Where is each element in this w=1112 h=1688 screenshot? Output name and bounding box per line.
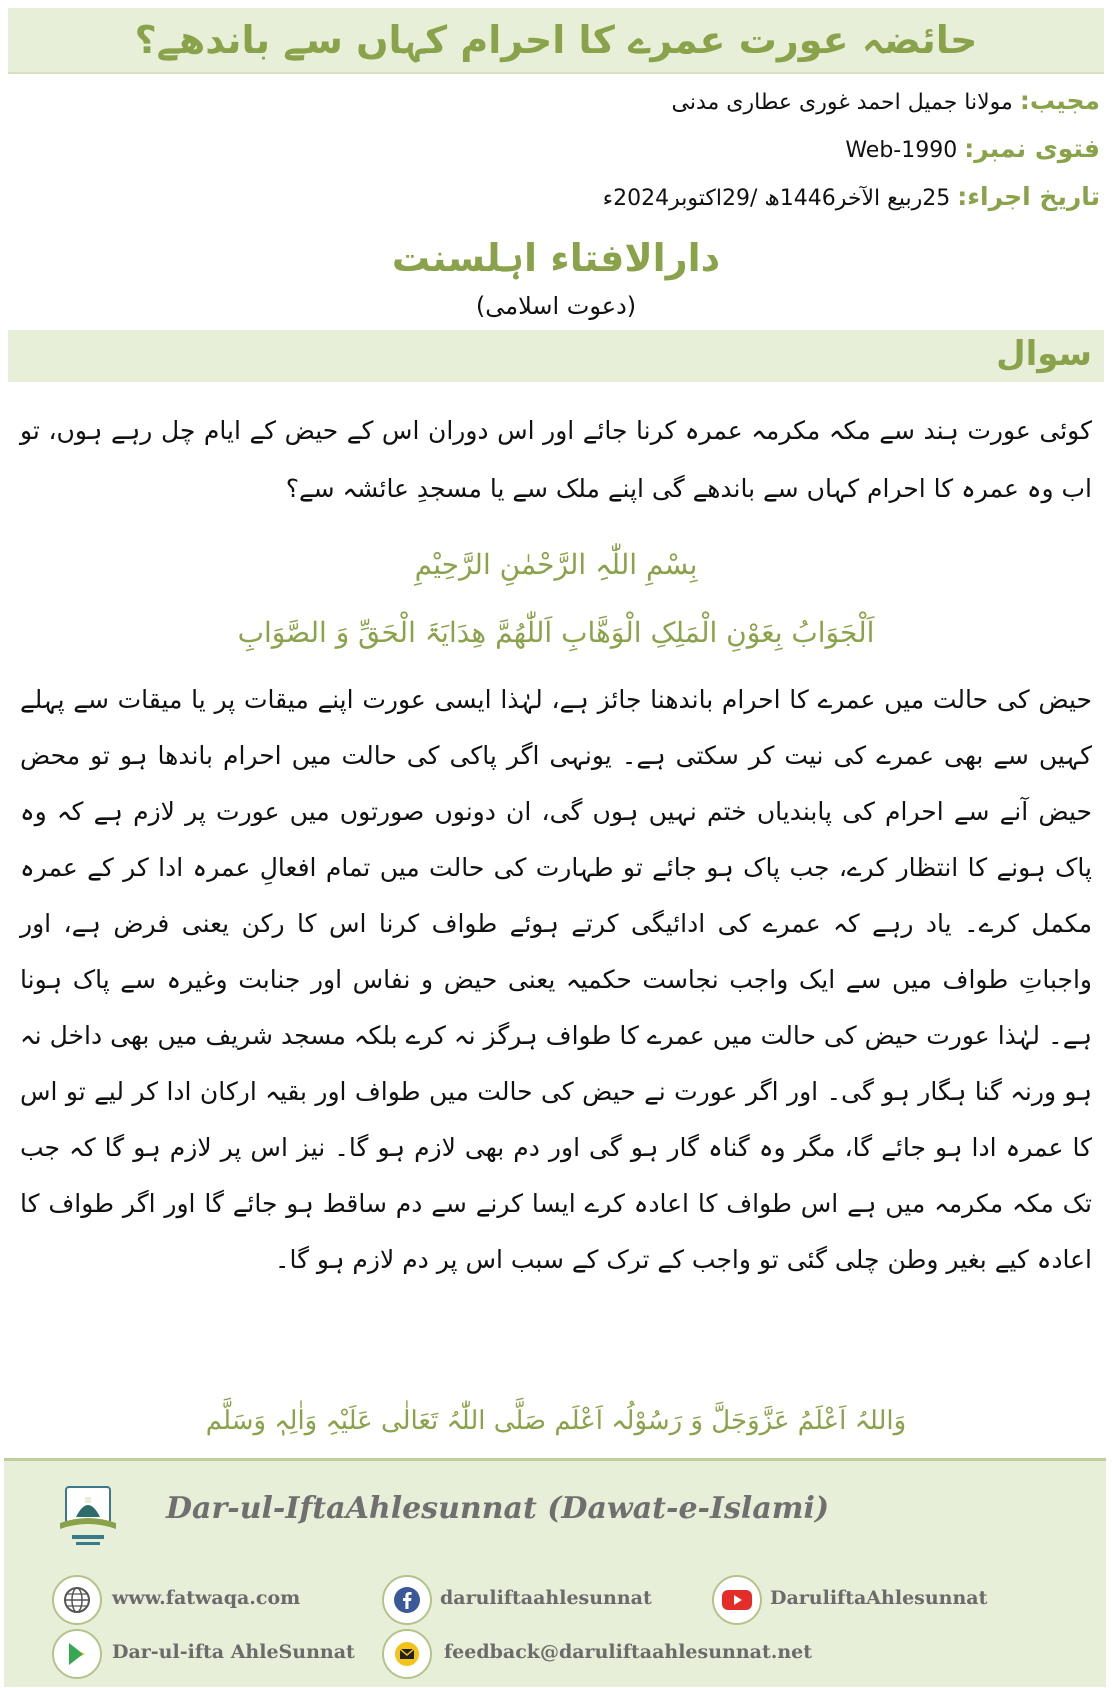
footer-brand: Dar-ul-IftaAhlesunnat (Dawat-e-Islami) [166,1491,830,1526]
footer [4,1458,1106,1687]
play-store-icon [52,1629,102,1679]
answer-opening: اَلْجَوَابُ بِعَوْنِ الْمَلِکِ الْوَھَّابِ اَللّٰھُمَّ ھِدَایَۃَ الْحَقِّ وَ الصَّوَابِ [237,616,875,649]
issue-date-value: 25ربیع الآخر1446ھ /29اکتوبر2024ء [602,186,951,211]
basmala: بِسْمِ اللّٰہِ الرَّحْمٰنِ الرَّحِیْمِ [414,548,698,581]
fatwa-number-value: Web-1990 [845,138,958,163]
youtube-link[interactable]: DaruliftaAhlesunnat [770,1587,988,1609]
answer-text: حیض کی حالت میں عمرے کا احرام باندھنا جائز ہے، لہٰذا ایسی عورت اپنے میقات پر یا میقات سے پہلے کہیں سے بھی عمرے کی نیت کر سکتی ہے۔ یونہی اگر پاکی کی حالت میں احرام باندھا ہو تو محض حیض آنے سے احرام کی پابندیاں ختم نہیں ہوں گی، ان دونوں صورتوں میں عورت پر لازم ہے کہ وہ پاک ہونے کا انتظار کرے، جب پاک ہو جائے تو طہارت کی حالت میں تمام افعالِ عمرہ ادا کر کے عمرہ مکمل کرے۔ یاد رہے کہ عمرے کی ادائیگی کرتے ہوئے طواف کرنا اس کا رکن یعنی فرض ہے، اور واجباتِ طواف میں سے ایک واجب نجاست حکمیہ یعنی حیض و نفاس اور جنابت وغیرہ سے پاک ہونا ہے۔ لہٰذا عورت حیض کی حالت میں عمرے کا طواف ہرگز نہ کرے بلکہ مسجد شریف میں بھی داخل نہ ہو ورنہ گنا ہگار ہو گی۔ اور اگر عورت نے حیض کی حالت میں طواف اور بقیہ ارکان ادا کر لیے تو اس کا عمرہ ادا ہو جائے گا، مگر وہ گناہ گار ہو گی اور دم بھی لازم ہو گا۔ نیز اس پر لازم ہو گا کہ جب تک مکہ مکرمہ میں ہے اس طواف کا اعادہ کرے ایسا کرنے سے دم ساقط ہو جائے گا اور اگر طواف کا اعادہ کیے بغیر وطن چلی گئی تو واجب کے ترک کے سبب اس پر دم لازم ہو گا۔ [20,685,1092,1274]
mujeeb-line [672,86,1100,115]
question-heading-bar [8,330,1104,382]
issue-date-label: تاریخ اجراء: [957,182,1100,211]
question-heading: سوال [996,334,1092,374]
institution-subtitle: (دعوت اسلامی) [475,292,637,320]
closing-phrase: وَاللہُ اَعْلَمُ عَزَّوَجَلَّ وَ رَسُوْلُہ اَعْلَم صَلَّی اللّٰہُ تَعَالٰی عَلَیْہِ وَاٰلِہٖ وَسَلَّم [205,1406,907,1436]
page-title: حائضہ عورت عمرے کا احرام کہاں سے باندھے؟ [134,18,978,62]
email-link[interactable]: feedback@daruliftaahlesunnat.net [444,1641,813,1663]
youtube-icon [712,1575,762,1625]
facebook-link[interactable]: daruliftaahlesunnat [440,1587,652,1609]
globe-icon [52,1575,102,1625]
play-store-link[interactable]: Dar-ul-ifta AhleSunnat [112,1641,355,1663]
logo-book-icon [52,1479,124,1551]
fatwa-number-line [845,134,1100,163]
mujeeb-value: مولانا جمیل احمد غوری عطاری مدنی [671,90,1013,115]
title-bar [8,8,1104,74]
issue-date-line [603,182,1100,211]
facebook-icon [382,1575,432,1625]
email-icon [382,1629,432,1679]
fatwa-number-label: فتوی نمبر: [964,134,1100,163]
question-text: کوئی عورت ہند سے مکہ مکرمہ عمرہ کرنا جائے اور اس دوران اس کے حیض کے ایام چل رہے ہوں، تو اب وہ عمرہ کا احرام کہاں سے باندھے گی اپنے ملک سے یا مسجدِ عائشہ سے؟ [20,416,1092,503]
mujeeb-label: مجیب: [1019,86,1100,115]
institution-name: دارالافتاء اہلسنت [391,236,721,280]
website-link[interactable]: www.fatwaqa.com [112,1587,301,1609]
